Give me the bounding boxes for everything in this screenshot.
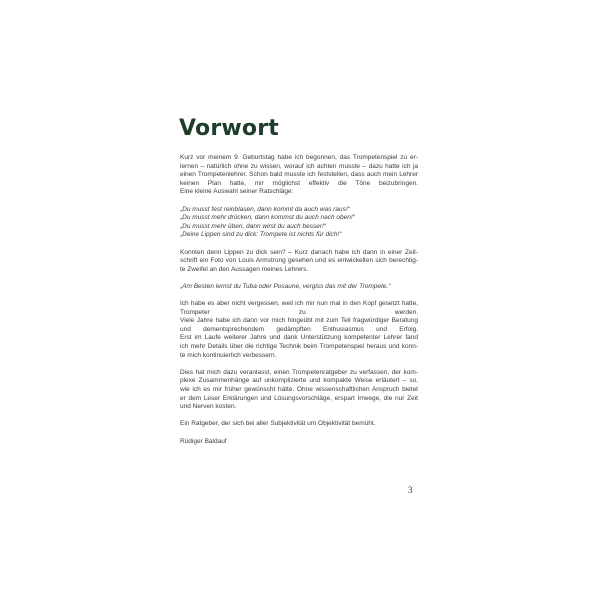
paragraph-gap [180,274,418,283]
text-paragraph [180,300,418,360]
text-line: einen Trompetenlehrer. Schon bald musste ich feststellen, dass auch mein Lehrer [180,171,418,179]
text-line: Kurz vor meinem 9. Geburtstag habe ich begonnen, das Trompetenspiel zu er- [180,154,418,161]
text-paragraph [180,154,418,197]
paragraph-gap [180,412,418,421]
text-line: er dem Leser Erklärungen und Lösungsvorschläge, erspart Irrwege, die nur Zeit [180,394,418,402]
text-line: „Du musst fest reinblasen, dann kommt da auch was raus!“ [180,205,350,213]
text-line: te mich kontinuierlich verbessern. [180,351,277,359]
paragraph-gap [180,360,418,369]
paragraph-gap [180,429,418,438]
text-line: „Deine Lippen sind zu dick: Trompete ist nichts für dich!“ [180,231,342,239]
page-title: Vorwort [179,116,279,141]
text-line: Rüdiger Baldauf [180,437,227,445]
text-line: Eine kleine Auswahl seiner Ratschläge: [180,188,294,196]
paragraph-gap [180,292,418,301]
text-paragraph [180,420,418,429]
text-paragraph [180,369,418,412]
text-line: Erst im Laufe weiterer Jahre und dank Unterstützung kompetenter Lehrer fand [180,334,418,342]
quote-paragraph [180,206,418,240]
quote-paragraph [180,283,418,292]
text-line: Ich habe es aber nicht vergessen, weil ich mir nun mal in den Kopf gesetzt hatte, [180,300,418,308]
text-line: Ein Ratgeber, der sich bei aller Subjektivität um Objektivität bemüht. [180,420,376,428]
paragraph-gap [180,197,418,206]
text-line: „Du musst mehr üben, dann wirst du auch besser!“ [180,222,326,230]
text-line: und Nerven kosten. [180,403,237,411]
text-paragraph [180,249,418,275]
page-number: 3 [408,485,413,495]
text-line: keinen Plan hatte, mir möglichst effektiv die Töne beizubringen. [180,179,418,187]
foreword-body [180,154,418,446]
text-line: ich mehr Details über die richtige Technik beim Trompetenspiel heraus und konn- [180,343,418,351]
text-line: „Am Besten lernst du Tuba oder Posaune, vergiss das mit der Trompete.“ [180,282,391,290]
text-line: Trompeter zu werden. [180,308,418,316]
text-line: lernen – natürlich ohne zu wissen, worauf ich achten musste – dazu hatte ich ja [180,162,418,170]
text-line: Konnten denn Lippen zu dick sein? – Kurz danach habe ich dann in einer Zeit- [180,248,418,256]
text-line: wie ich es mir früher gewünscht hätte. Ohne wissenschaftlichen Anspruch bietet [180,386,418,394]
paragraph-gap [180,240,418,249]
text-line: plexe Zusammenhänge auf unkomplizierte und kompakte Weise erläutert – so, [180,377,418,385]
text-line: Viele Jahre habe ich dann vor mich hingeübt mit zum Teil fragwürdiger Beratung [180,317,418,325]
text-line: und dementsprechendem gedämpften Enthusiasmus und Erfolg. [180,325,418,333]
text-line: te Zweifel an den Aussagen meines Lehrers. [180,265,309,273]
text-line: schrift ein Foto von Louis Armstrong gesehen und es entwickelten sich berechtig- [180,257,418,265]
text-paragraph [180,438,418,447]
text-line: „Du musst mehr drücken, dann kommst du auch nach oben!“ [180,214,355,222]
text-line: Dies hat mich dazu veranlasst, einen Trompetenratgeber zu verfassen, der kom- [180,368,418,376]
